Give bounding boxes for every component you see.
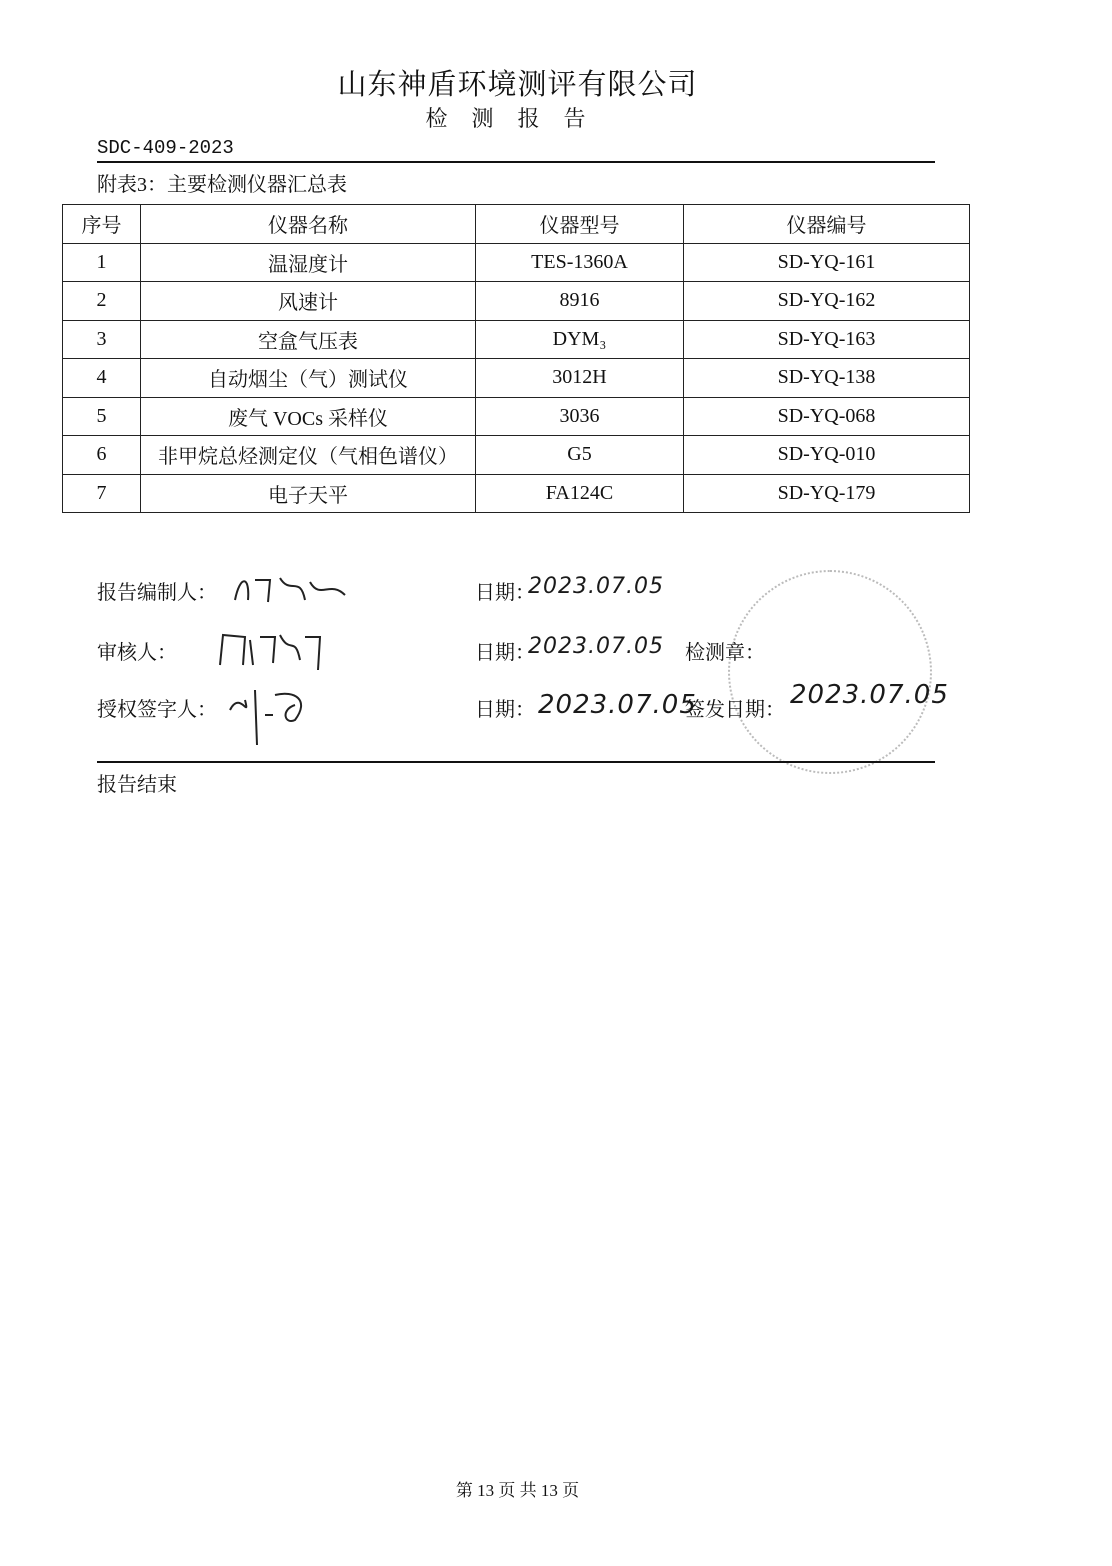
table-cell: 3012H (476, 359, 684, 398)
issue-date: 2023.07.05 (790, 680, 949, 710)
table-cell: 5 (63, 397, 141, 436)
table-row (63, 359, 970, 398)
table-cell: 空盒气压表 (141, 320, 476, 359)
issue-date-label: 签发日期： (685, 699, 785, 721)
end-rule (97, 761, 935, 763)
table-cell: TES-1360A (476, 243, 684, 282)
column-header: 仪器型号 (476, 205, 684, 244)
table-cell: 2 (63, 282, 141, 321)
table-cell: 3036 (476, 397, 684, 436)
date-label: 日期： (475, 582, 535, 604)
approver-signature (225, 680, 315, 750)
table-caption: 附表3：主要检测仪器汇总表 (97, 174, 347, 196)
approver-label: 授权签字人： (97, 699, 217, 721)
reviewer-date: 2023.07.05 (528, 634, 664, 659)
page-footer: 第 13 页 共 13 页 (455, 1481, 580, 1500)
report-end: 报告结束 (97, 774, 177, 796)
header-rule (97, 161, 935, 163)
table-header-row (63, 205, 970, 244)
table-cell: G5 (476, 436, 684, 475)
table-cell: 8916 (476, 282, 684, 321)
table-cell: SD-YQ-162 (684, 282, 970, 321)
table-cell: 非甲烷总烃测定仪（气相色谱仪） (141, 436, 476, 475)
instrument-table (62, 204, 970, 513)
compiler-signature (230, 570, 350, 610)
table-cell: SD-YQ-163 (684, 320, 970, 359)
approver-date: 2023.07.05 (538, 690, 697, 720)
reviewer-signature (215, 625, 325, 675)
table-cell: 6 (63, 436, 141, 475)
table-cell: 1 (63, 243, 141, 282)
compiler-label: 报告编制人： (97, 582, 217, 604)
table-cell: SD-YQ-138 (684, 359, 970, 398)
document-number: SDC-409-2023 (97, 137, 234, 159)
table-cell: SD-YQ-068 (684, 397, 970, 436)
report-subtitle: 检测报告 (425, 106, 610, 131)
table-cell: 温湿度计 (141, 243, 476, 282)
table-cell: 废气 VOCs 采样仪 (141, 397, 476, 436)
table-cell: 电子天平 (141, 474, 476, 513)
table-row (63, 436, 970, 475)
column-header: 序号 (63, 205, 141, 244)
column-header: 仪器名称 (141, 205, 476, 244)
table-cell: SD-YQ-161 (684, 243, 970, 282)
date-label: 日期： (475, 642, 535, 664)
table-cell: SD-YQ-179 (684, 474, 970, 513)
stamp-label: 检测章： (685, 642, 765, 664)
table-row (63, 397, 970, 436)
reviewer-label: 审核人： (97, 642, 177, 664)
table-cell: 自动烟尘（气）测试仪 (141, 359, 476, 398)
inspection-stamp (728, 570, 932, 774)
table-row (63, 474, 970, 513)
table-cell: 3 (63, 320, 141, 359)
table-cell: FA124C (476, 474, 684, 513)
table-cell: 7 (63, 474, 141, 513)
table-row (63, 243, 970, 282)
table-cell: DYM₃ (476, 320, 684, 359)
table-cell: SD-YQ-010 (684, 436, 970, 475)
date-label: 日期： (475, 699, 535, 721)
table-row (63, 320, 970, 359)
table-row (63, 282, 970, 321)
table-cell: 4 (63, 359, 141, 398)
company-name: 山东神盾环境测评有限公司 (337, 67, 698, 101)
column-header: 仪器编号 (684, 205, 970, 244)
compiler-date: 2023.07.05 (528, 574, 664, 599)
table-cell: 风速计 (141, 282, 476, 321)
